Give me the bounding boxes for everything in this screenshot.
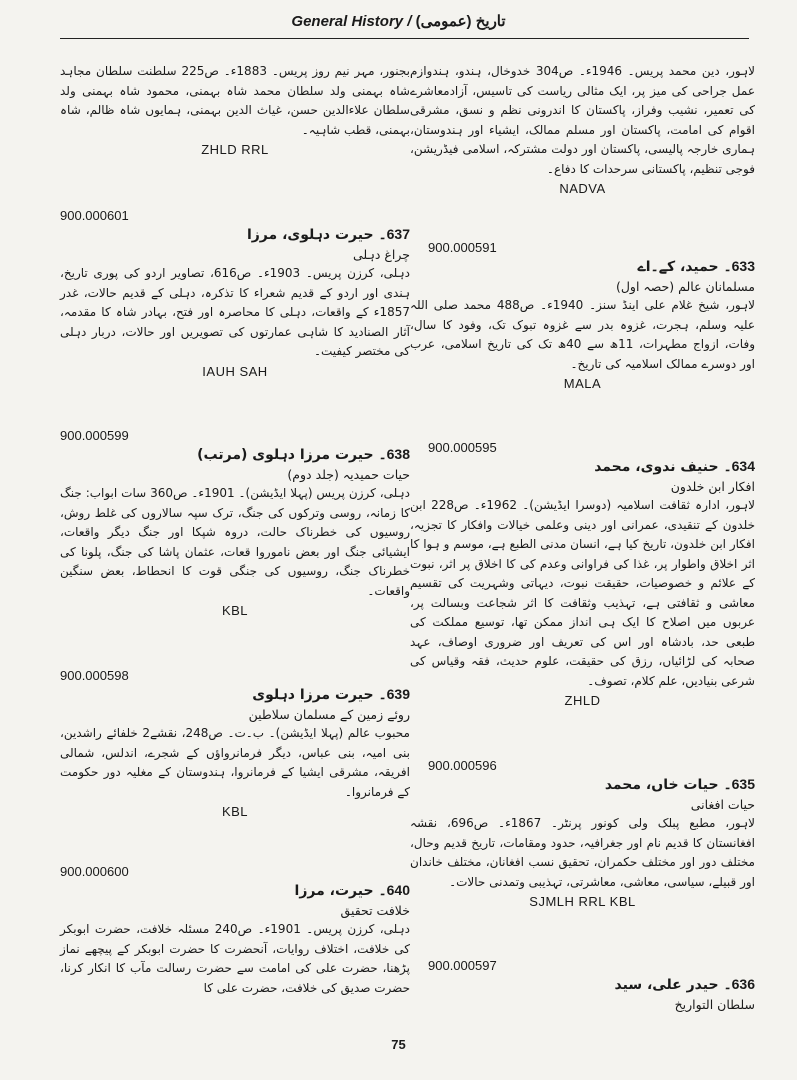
entry-body: دہلی، کرزن پریس۔ 1901ء۔ ص240 مسئلہ خلافت، حضرت ابوبکر کی خلافت، اختلاف روایات، آنحضرت کا حضرت ابوبکر کے پیچھے نماز پڑھنا، حضرت علی کی امامت سے حضرت رسالت مآب کا انکار کرنا، حضرت صدیق کی خلافت، حضرت علی کا bbox=[60, 922, 410, 995]
entry-body: بجنور، مہر نیم روز پریس۔ 1883ء۔ ص225 سلطنت سلطان مجاہد شاہ بہمنی ولد سلطان محمد شاہ بہمنی، محمود شاہ بہمنی ولد سلطان علاءالدین حسن، غیاث الدین بہمنی، ہمایوں شاہ ظالم، شاہ بہمنی، قطب شاہیہ۔ bbox=[60, 64, 411, 137]
entry-heading bbox=[410, 456, 755, 477]
entry-body: لاہور، مطبع پبلک ولی کونور پرنٹر۔ 1867ء۔ ص696، نقشہ افغانستان کا قدیم نام اور جغرافیہ، حدود ومقامات، تاریخ قدیم وحال، مختلف دور اور مختلف حکمران، تحقیق نسب افغانان، مختلف خاندان اور قبیلے، سیاسی، معاشی، معاشرتی، تہذیبی وتمدنی حالات۔ bbox=[410, 816, 756, 889]
classification-number: 900.000601 bbox=[60, 208, 129, 223]
book-title: سلطان التواریخ bbox=[674, 997, 755, 1012]
entry-heading bbox=[410, 974, 755, 995]
entry-number: 639۔ bbox=[378, 686, 410, 702]
author-name: حیات خاں، محمد bbox=[604, 777, 719, 793]
classification-number: 900.000595 bbox=[428, 440, 497, 455]
entry-number: 634۔ bbox=[723, 458, 755, 474]
catalog-entry bbox=[60, 664, 410, 819]
entry-heading bbox=[410, 774, 755, 795]
catalog-entry bbox=[410, 236, 755, 391]
classification-number: 900.000597 bbox=[428, 958, 497, 973]
author-name: حیرت مرزا دہلوی bbox=[252, 687, 374, 703]
classification-number: 900.000596 bbox=[428, 758, 497, 773]
entry-number: 633۔ bbox=[723, 258, 755, 274]
entry-body: محبوب عالم (پہلا ایڈیشن)۔ ب۔ت۔ ص248، نقشے2 خلفائے راشدین، بنی امیہ، بنی عباس، دیگر فرمانرواؤں کے شجرے، اندلس، شمالی افریقہ، مشرقی ایشیا کے فرمانروا، ہندوستان کے مغلیہ دور حکومت کے فرمانروا۔ bbox=[60, 726, 410, 799]
page-header bbox=[0, 12, 797, 30]
author-name: حیرت مرزا دہلوی (مرتب) bbox=[197, 447, 374, 463]
classification-number: 900.000591 bbox=[428, 240, 497, 255]
entry-body: دہلی، کرزن پریس۔ 1903ء۔ ص616، تصاویر اردو کی پوری تاریخ، ہندی اور اردو کے قدیم شعراء کا تذکرہ، دہلی کے قدیم حالات، غدر 1857ء کے واقعات، دہلی کا محاصرہ اور فتح، بہادر شاہ کا مقدمہ، آثار الصنادید کا شاہی عمارتوں کی تصویریں اور حالات، دربار دہلی کی مختصر کیفیت۔ bbox=[60, 266, 410, 358]
page-number: 75 bbox=[391, 1037, 406, 1052]
catalog-entry bbox=[410, 62, 755, 196]
library-codes: ZHLD RRL bbox=[201, 142, 269, 157]
entry-heading bbox=[60, 880, 410, 901]
author-name: حنیف ندوی، محمد bbox=[594, 459, 719, 475]
entry-body: لاہور، دین محمد پریس۔ 1946ء۔ ص304 خدوخال، ہندو، ہندوازم عمل جراحی کی میز پر، ایک مثالی ریاست کی تاسیس، آزادمعاشرے کی تعمیر، نشیب وفراز، پاکستان کا اندرونی نظم و نسق، مشرقی اقوام کی امامت، پاکستان اور مسلم ممالک، ایشیاء اور ہندوستان، ہماری خارجہ پالیسی، پاکستان اور دولت مشترکہ، اسلامی فیڈریشن، فوجی تنظیم، پاکستانی سرحدات کا دفاع۔ bbox=[410, 64, 756, 176]
entry-number: 638۔ bbox=[378, 446, 410, 462]
author-name: حیرت، مرزا bbox=[294, 883, 374, 899]
classification-number: 900.000600 bbox=[60, 864, 129, 879]
entry-body: دہلی، کرزن پریس (پہلا ایڈیشن)۔ 1901ء۔ ص360 سات ابواب: جنگ کا زمانہ، روسی وترکوں کی جنگ، ترک سپہ سالاروں کی غلط روش، روسیوں کی خطرناک حالت، دروہ شپکا اور جنگ دیگر واقعات، ایشیائی جنگ اور بعض ناموروا قعات، عثمان پاشا کی جنگ، پلونا کی خطرناک جنگ، روسیوں کی جنگی قوت کا انحطاط، بعض سنگین واقعات۔ bbox=[60, 486, 410, 598]
author-name: حمید، کے۔اے bbox=[637, 259, 719, 275]
entry-heading bbox=[410, 256, 755, 277]
book-title: مسلمانان عالم (حصہ اول) bbox=[615, 279, 755, 294]
left-column bbox=[60, 48, 410, 1020]
entry-body: لاہور، شیخ غلام علی اینڈ سنز۔ 1940ء۔ ص488 محمد صلی اللہ علیہ وسلم، ہجرت، غزوہ بدر سے غزوہ تبوک تک، وفود کا سال، وفات، ازواج مطہرات، 11ھ سے 40ھ تک کی تاریخ اسلامی، عرب اور دوسرے ممالک اسلامیہ کی تاریخ۔ bbox=[410, 298, 755, 371]
entry-number: 640۔ bbox=[378, 882, 410, 898]
book-title: روئے زمین کے مسلمان سلاطین bbox=[248, 707, 410, 722]
classification-number: 900.000599 bbox=[60, 428, 129, 443]
entry-number: 637۔ bbox=[378, 226, 410, 242]
library-codes: SJMLH RRL KBL bbox=[529, 894, 636, 909]
entry-number: 636۔ bbox=[723, 976, 755, 992]
book-title: چراغ دہلی bbox=[353, 247, 410, 262]
right-column bbox=[410, 48, 755, 1020]
entry-heading bbox=[60, 224, 410, 245]
library-codes: NADVA bbox=[559, 181, 606, 196]
catalog-entry bbox=[410, 754, 755, 909]
catalog-entry bbox=[410, 954, 755, 1014]
library-codes: ZHLD bbox=[564, 693, 601, 708]
header-title-urdu: تاریخ (عمومی) bbox=[415, 13, 506, 30]
header-rule bbox=[60, 38, 749, 39]
author-name: حیدر علی، سید bbox=[614, 977, 719, 993]
classification-number: 900.000598 bbox=[60, 668, 129, 683]
catalog-entry bbox=[60, 62, 410, 157]
book-title: حیات حمیدیہ (جلد دوم) bbox=[287, 467, 410, 482]
entry-heading bbox=[60, 444, 410, 465]
entry-body: لاہور، ادارہ ثقافت اسلامیہ (دوسرا ایڈیشن)۔ 1962ء۔ ص228 ابن خلدون کے تنقیدی، عمرانی اور دینی وعلمی خیالات وافکار کا تجزیہ، افکار ابن خلدون، تاریخ کیا ہے، انسان مدنی الطبع ہے، موسم و ہوا کا اثر اخلاق واطوار پر، غذا کی فراوانی وعدم کی کا اخلاق پر اثر، نبوت کے علائم و خصوصیات، حقیقت نبوت، دیہاتی وشہریت کی تقسیم معاشی و ثقافتی ہے، تہذیب وثقافت کا اثر شجاعت وبسالت پر، عربوں میں اصلاح کا ایک ہی انداز ممکن تھا، توسیع مملکت کی طبعی حد، بادشاہ اور اس کی تعریف اور ضروری اوصاف، عہد صحابہ کی لڑائیاں، رزق کی حقیقت، علوم حدیث، فقہ وقیاس کی شرعی بنیادیں، علم کلام، تصوف۔ bbox=[410, 498, 755, 688]
author-name: حیرت دہلوی، مرزا bbox=[246, 227, 374, 243]
book-title: حیات افغانی bbox=[690, 797, 755, 812]
entry-number: 635۔ bbox=[723, 776, 755, 792]
library-codes: IAUH SAH bbox=[202, 363, 268, 379]
library-codes: KBL bbox=[221, 603, 249, 618]
header-title-english: General History / bbox=[291, 13, 412, 30]
library-codes: KBL bbox=[221, 804, 249, 819]
book-title: افکار ابن خلدون bbox=[670, 479, 755, 494]
book-title: خلافت تحقیق bbox=[340, 903, 410, 918]
catalog-entry bbox=[60, 204, 410, 379]
catalog-entry bbox=[410, 436, 755, 708]
entry-heading bbox=[60, 684, 410, 705]
library-codes: MALA bbox=[563, 376, 602, 391]
catalog-entry bbox=[60, 424, 410, 618]
catalog-entry bbox=[60, 860, 410, 998]
